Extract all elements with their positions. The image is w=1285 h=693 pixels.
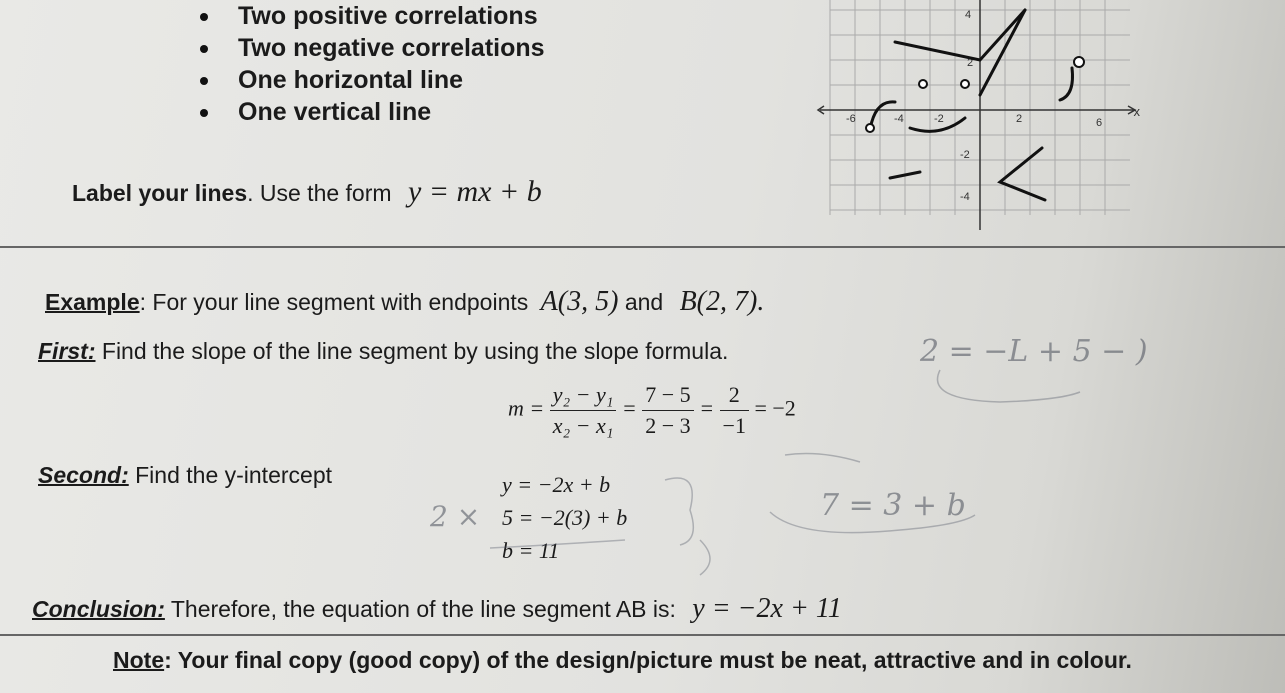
y-tick-label: 2 xyxy=(967,57,974,69)
x-tick-label: -6 xyxy=(846,113,856,125)
conclusion-line xyxy=(32,593,842,625)
slope-denominator: −1 xyxy=(722,413,746,438)
point-a: A(3, 5) xyxy=(540,286,619,317)
second-label: Second: xyxy=(38,462,129,488)
conclusion-text: Therefore, the equation of the line segment AB is: xyxy=(164,596,676,622)
note-label: Note xyxy=(113,647,165,673)
x-tick-label: -2 xyxy=(934,113,944,125)
handwritten-note: 2 = −L + 5 − ) xyxy=(920,334,1148,369)
slope-numerator: 2 xyxy=(720,382,749,411)
second-text: Find the y-intercept xyxy=(128,462,332,488)
y-tick-label: -4 xyxy=(960,191,970,203)
equals-sign: = xyxy=(699,395,715,421)
first-label: First: xyxy=(38,338,96,364)
point-b: B(2, 7). xyxy=(679,286,765,317)
and-text: and xyxy=(624,289,664,315)
bullet-item: Two negative correlations xyxy=(200,32,545,64)
intercept-step: 5 = −2(3) + b xyxy=(502,505,628,530)
note-text: : Your final copy (good copy) of the design/picture must be neat, attractive and in colour. xyxy=(164,647,1132,673)
example-label: Example xyxy=(45,289,140,315)
slope-numerator: y₂ − y₁ xyxy=(550,382,617,411)
slope-denominator: 2 − 3 xyxy=(645,413,691,438)
x-axis-label: x xyxy=(1133,104,1140,119)
y-tick-label: -2 xyxy=(960,149,970,161)
intercept-step: b = 11 xyxy=(502,538,560,563)
conclusion-label: Conclusion: xyxy=(32,596,165,622)
label-instruction-bold: Label your lines xyxy=(72,180,248,206)
slope-m: m = xyxy=(508,395,545,421)
label-instruction-text: . Use the form xyxy=(247,180,392,206)
slope-denominator: x₂ − x₁ xyxy=(552,413,614,438)
intercept-step: y = −2x + b xyxy=(502,472,611,497)
handwritten-note: 7 = 3 + b xyxy=(820,488,966,523)
conclusion-equation: y = −2x + 11 xyxy=(692,593,842,624)
equals-sign: = xyxy=(621,395,637,421)
x-tick-label: 2 xyxy=(1016,113,1023,125)
bullet-item: Two positive correlations xyxy=(200,0,545,32)
first-text: Find the slope of the line segment by using the slope formula. xyxy=(95,338,729,364)
x-tick-label: -4 xyxy=(894,113,904,125)
y-tick-label: 4 xyxy=(965,9,972,21)
slope-numerator: 7 − 5 xyxy=(642,382,693,411)
form-formula: y = mx + b xyxy=(407,175,542,208)
handwritten-note: 2 × xyxy=(430,500,481,533)
bullet-item: One horizontal line xyxy=(200,64,545,96)
x-tick-label: 6 xyxy=(1096,117,1103,129)
example-text: : For your line segment with endpoints xyxy=(139,289,529,315)
slope-result: = −2 xyxy=(754,395,796,421)
note-line xyxy=(113,647,1132,674)
bullet-item: One vertical line xyxy=(200,96,545,128)
